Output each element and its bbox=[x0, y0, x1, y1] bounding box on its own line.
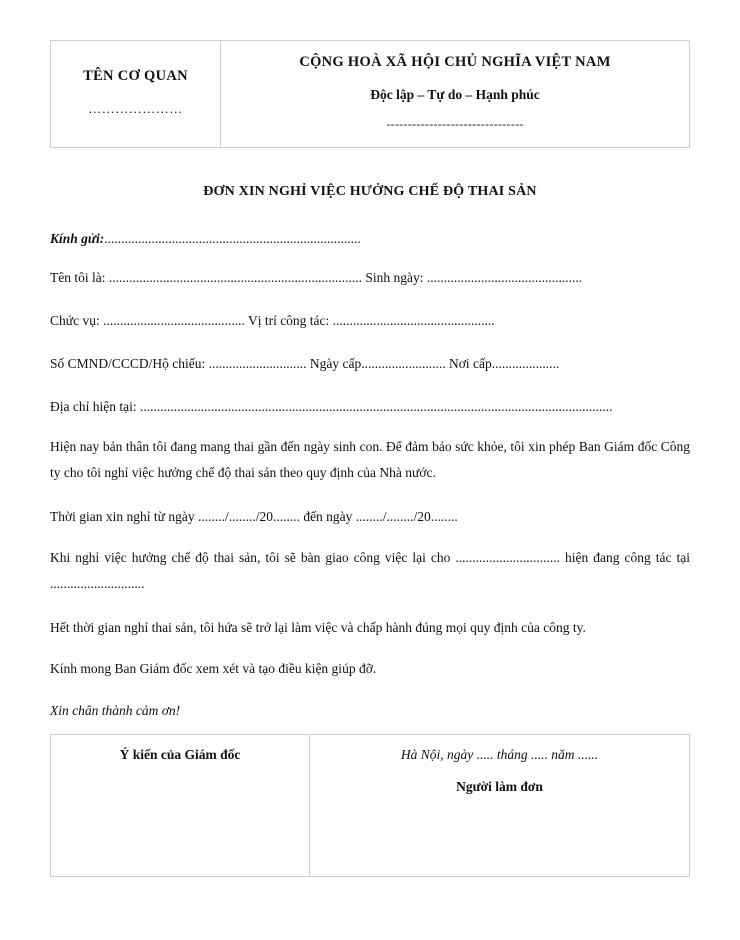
director-cell bbox=[51, 735, 310, 876]
signature-table bbox=[50, 734, 690, 877]
organization-name: TÊN CƠ QUAN bbox=[83, 68, 188, 84]
handover-paragraph: Khi nghỉ việc hưởng chế độ thai sản, tôi sẽ bàn giao công việc lại cho ............................... hiện đang công tác tại ............................ bbox=[50, 550, 690, 591]
promise-line: Hết thời gian nghỉ thai sản, tôi hứa sẽ trở lại làm việc và chấp hành đúng mọi quy định của công ty. bbox=[50, 620, 586, 635]
organization-placeholder: ………………… bbox=[88, 101, 183, 116]
position-line: Chức vụ: .......................................... Vị trí công tác: ................................................ bbox=[50, 313, 495, 328]
leave-duration-line: Thời gian xin nghỉ từ ngày ......../......../20........ đến ngày ......../......../20........ bbox=[50, 509, 458, 524]
name-birthdate-line: Tên tôi là: ........................................................................... Sinh ngày: .............................................. bbox=[50, 270, 583, 285]
organization-cell bbox=[51, 41, 221, 147]
thanks-line: Xin chân thành cảm ơn! bbox=[50, 703, 181, 718]
director-opinion-label: Ý kiến của Giám đốc bbox=[119, 747, 241, 762]
national-motto: Độc lập – Tự do – Hạnh phúc bbox=[370, 87, 540, 102]
applicant-cell bbox=[310, 735, 689, 876]
header-table bbox=[50, 40, 690, 148]
id-card-line: Số CMND/CCCD/Hộ chiếu: ............................. Ngày cấp......................... Nơi cấp.................... bbox=[50, 356, 560, 371]
recipient-label: Kính gửi: bbox=[50, 231, 105, 246]
recipient-line bbox=[50, 226, 690, 252]
address-line: Địa chỉ hiện tại: ............................................................................................................................................ bbox=[50, 399, 613, 414]
national-title: CỘNG HOÀ XÃ HỘI CHỦ NGHĨA VIỆT NAM bbox=[299, 54, 611, 70]
applicant-label: Người làm đơn bbox=[456, 779, 543, 794]
national-header-cell bbox=[221, 41, 689, 147]
reason-paragraph: Hiện nay bản thân tôi đang mang thai gần đến ngày sinh con. Để đảm bảo sức khỏe, tôi xin phép Ban Giám đốc Công ty cho tôi nghỉ việc hưởng chế độ thai sản theo quy định của Nhà nước. bbox=[50, 439, 690, 480]
request-line: Kính mong Ban Giám đốc xem xét và tạo điều kiện giúp đỡ. bbox=[50, 661, 377, 676]
motto-underline: -------------------------------- bbox=[386, 117, 524, 131]
place-date: Hà Nội, ngày ..... tháng ..... năm ...... bbox=[400, 747, 599, 762]
document-title: ĐƠN XIN NGHỈ VIỆC HƯỞNG CHẾ ĐỘ THAI SẢN bbox=[203, 184, 537, 199]
recipient-dots: ............................................................................ bbox=[104, 231, 361, 246]
